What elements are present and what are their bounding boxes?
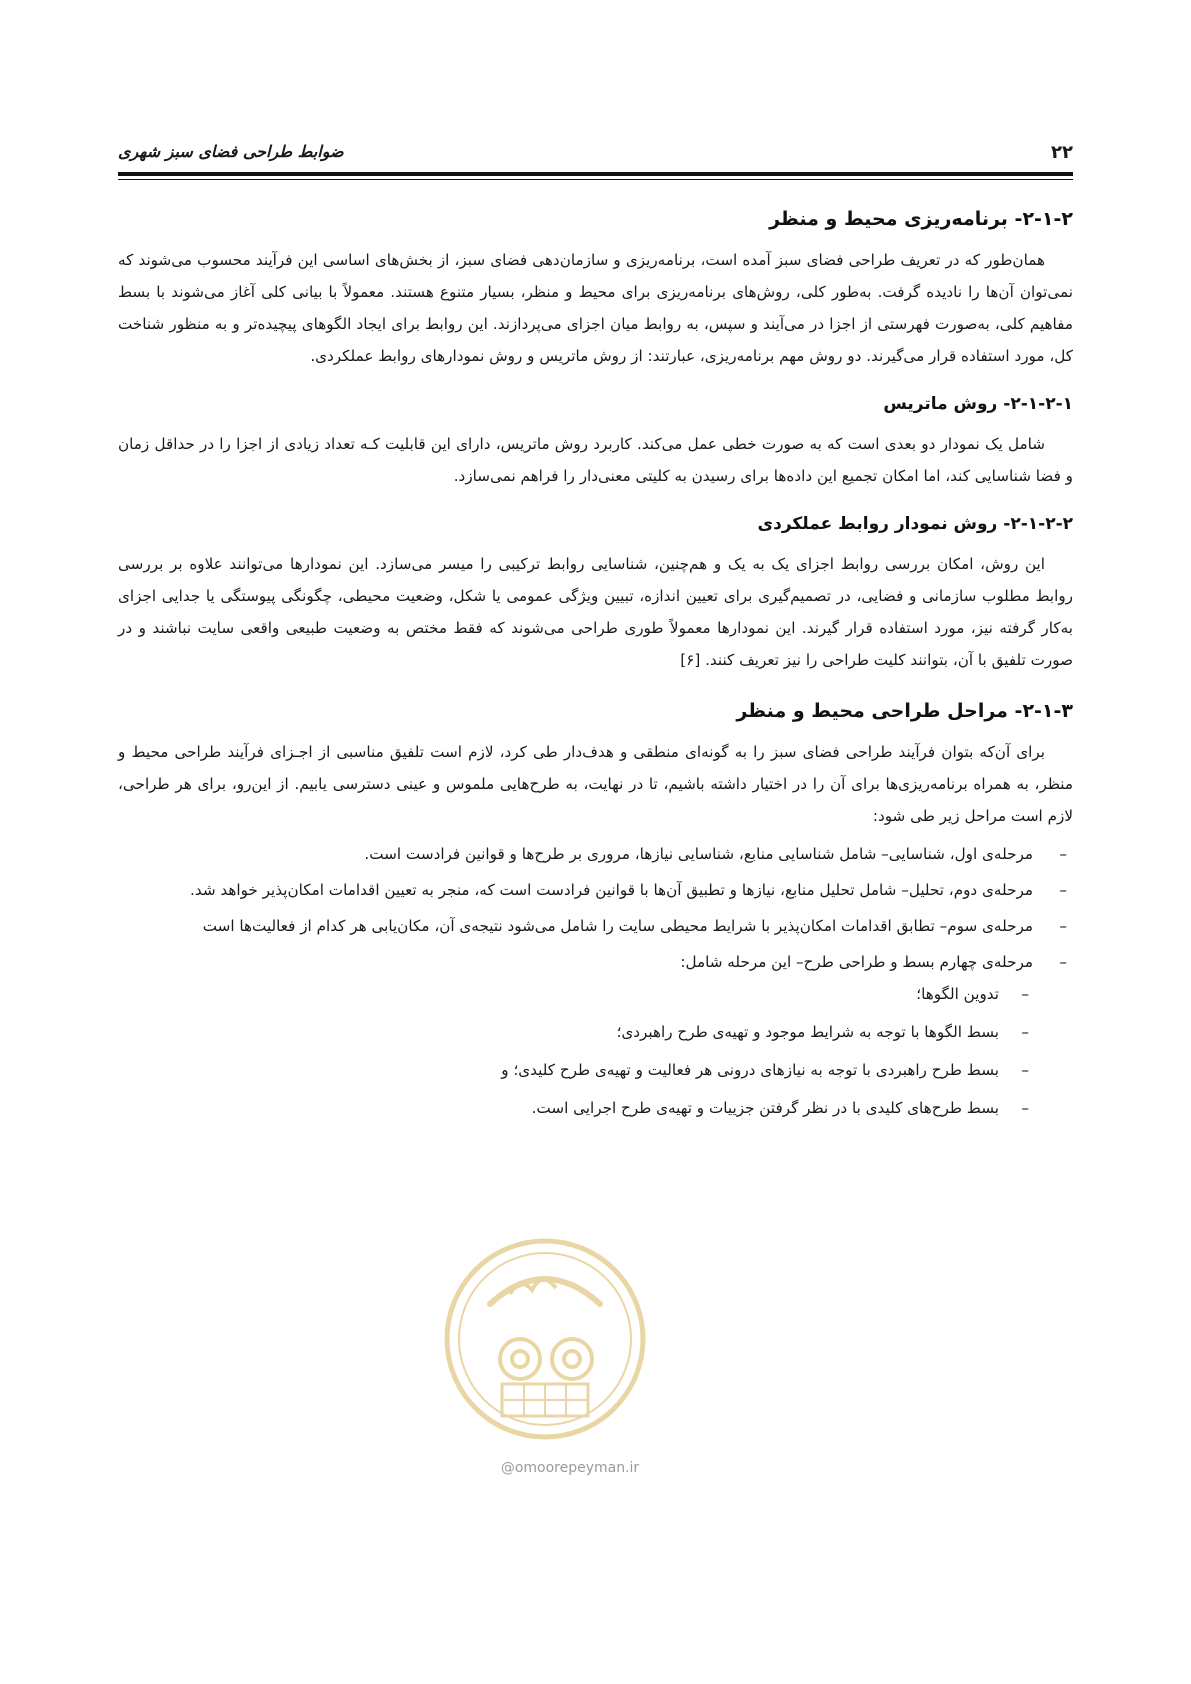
- page-number: ۲۲: [1051, 142, 1073, 163]
- list-dash: –: [1021, 1061, 1029, 1079]
- substep-text: بسط الگوها با توجه به شرایط موجود و تهیه‌ی طرح راهبردی؛: [616, 1023, 999, 1041]
- list-item: [118, 838, 1073, 870]
- list-dash: –: [1059, 917, 1067, 935]
- step-text: مرحله‌ی چهارم بسط و طراحی طرح– این مرحله شامل:: [680, 953, 1033, 971]
- list-dash: –: [1059, 845, 1067, 863]
- publisher-seal-icon: [440, 1234, 650, 1444]
- header-rule-thick: [118, 172, 1073, 176]
- list-dash: –: [1021, 1023, 1029, 1041]
- list-dash: –: [1059, 881, 1067, 899]
- subsection-paragraph: شامل یک نمودار دو بعدی است که به صورت خطی عمل می‌کند. کاربرد روش ماتریس، دارای این قابلیت کـه تعداد زیادی از اجزا را در حداقل زمان و فضا شناسایی کند، اما امکان تجمیع این داده‌ها برای رسیدن به کلیتی معنی‌دار را فراهم نمی‌سازد.: [118, 435, 1073, 485]
- list-item: [118, 1054, 1033, 1086]
- at-icon: @: [500, 1460, 515, 1476]
- list-item: [118, 874, 1073, 906]
- list-item: [118, 910, 1073, 942]
- list-dash: –: [1059, 953, 1067, 971]
- substep-text: بسط طرح راهبردی با توجه به نیازهای درونی هر فعالیت و تهیه‌ی طرح کلیدی؛ و: [501, 1061, 999, 1079]
- list-item: [118, 1092, 1033, 1124]
- substep-text: بسط طرح‌های کلیدی با در نظر گرفتن جزییات و تهیه‌ی طرح اجرایی است.: [531, 1099, 999, 1117]
- section-paragraph: همان‌طور که در تعریف طراحی فضای سبز آمده است، برنامه‌ریزی و سازمان‌دهی فضای سبز، از بخش‌های اساسی این فرآیند محسوب می‌شوند که نمی‌توان آن‌ها را نادیده گرفت. به‌طور کلی، روش‌های برنامه‌ریزی برای محیط و منظر، بسیار متنوع هستند. معمولاً با بیانی کلی آغاز می‌شوند با بسط مفاهیم کلی، به‌صورت فهرستی از اجزا در می‌آیند و سپس، به روابط میان اجزای می‌پردازند. این روابط برای ایجاد الگوهای پیچیده‌تر و به منظور شناخت کل، مورد استفاده قرار می‌گیرند. دو روش مهم برنامه‌ریزی، عبارتند: از روش ماتریس و روش نمودارهای روابط عملکردی.: [118, 251, 1073, 365]
- list-item: [118, 946, 1073, 1124]
- page-body: [118, 192, 1073, 1130]
- step-text: مرحله‌ی اول، شناسایی– شامل شناسایی منابع، شناسایی نیازها، مروری بر طرح‌ها و قوانین فرادست است.: [364, 845, 1033, 863]
- running-title: ضوابط طراحی فضای سبز شهری: [118, 142, 344, 161]
- section-heading: ۲-۱-۲- برنامه‌ریزی محیط و منظر: [769, 208, 1073, 230]
- subsection-heading: ۲-۱-۲-۲- روش نمودار روابط عملکردی: [757, 514, 1073, 534]
- subsection-heading: ۲-۱-۲-۱- روش ماتریس: [883, 394, 1073, 414]
- step-text: مرحله‌ی دوم، تحلیل– شامل تحلیل منابع، نیازها و تطبیق آن‌ها با قوانین فرادست است که، منجر به تعیین اقدامات امکان‌پذیر خواهد شد.: [190, 881, 1033, 899]
- header-rule-thin: [118, 179, 1073, 180]
- steps-list: [118, 838, 1073, 1124]
- subsection-paragraph: این روش، امکان بررسی روابط اجزای یک به یک و هم‌چنین، شناسایی روابط ترکیبی را میسر می‌سازد. این نمودارها می‌توانند علاوه بر بررسی روابط مطلوب سازمانی و فضایی، در تصمیم‌گیری برای تعیین اندازه، تبیین ویژگی عمومی یا شکل، وضعیت محیطی، چگونگی پیوستگی یا جدایی اجزای به‌کار گرفته نیز، مورد استفاده قرار گیرند. این نمودارها معمولاً طوری طراحی می‌شوند که فقط مختص به وضعیت طبیعی واقعی سایت نباشند و در صورت تلفیق با آن، بتوانند کلیت طراحی را نیز تعریف کنند. [۶]: [118, 555, 1073, 669]
- list-dash: –: [1021, 985, 1029, 1003]
- watermark-url-text: omoorepeyman.ir: [514, 1460, 640, 1476]
- section-paragraph: برای آن‌که بتوان فرآیند طراحی فضای سبز را به گونه‌ای منطقی و هدف‌دار طی کرد، لازم است تلفیق مناسبی از اجـزای فرآیند طراحی محیط و منظر، به همراه برنامه‌ریزی‌ها برای آن را در اختیار داشته باشیم، تا در نهایت، به طرح‌هایی ملموس و عینی دسترسی یابیم. از این‌رو، برای هر طراحی، لازم است مراحل زیر طی شود:: [118, 743, 1073, 825]
- page-header: [118, 138, 1073, 172]
- watermark-url: [470, 1460, 670, 1476]
- list-item: [118, 978, 1033, 1010]
- step-text: مرحله‌ی سوم– تطابق اقدامات امکان‌پذیر با شرایط محیطی سایت را شامل می‌شود نتیجه‌ی آن، مکان‌یابی هر کدام از فعالیت‌ها است: [202, 917, 1033, 935]
- substeps-list: [118, 978, 1033, 1124]
- list-dash: –: [1021, 1099, 1029, 1117]
- list-item: [118, 1016, 1033, 1048]
- section-heading: ۲-۱-۳- مراحل طراحی محیط و منظر: [736, 700, 1073, 722]
- substep-text: تدوین الگوها؛: [916, 985, 999, 1003]
